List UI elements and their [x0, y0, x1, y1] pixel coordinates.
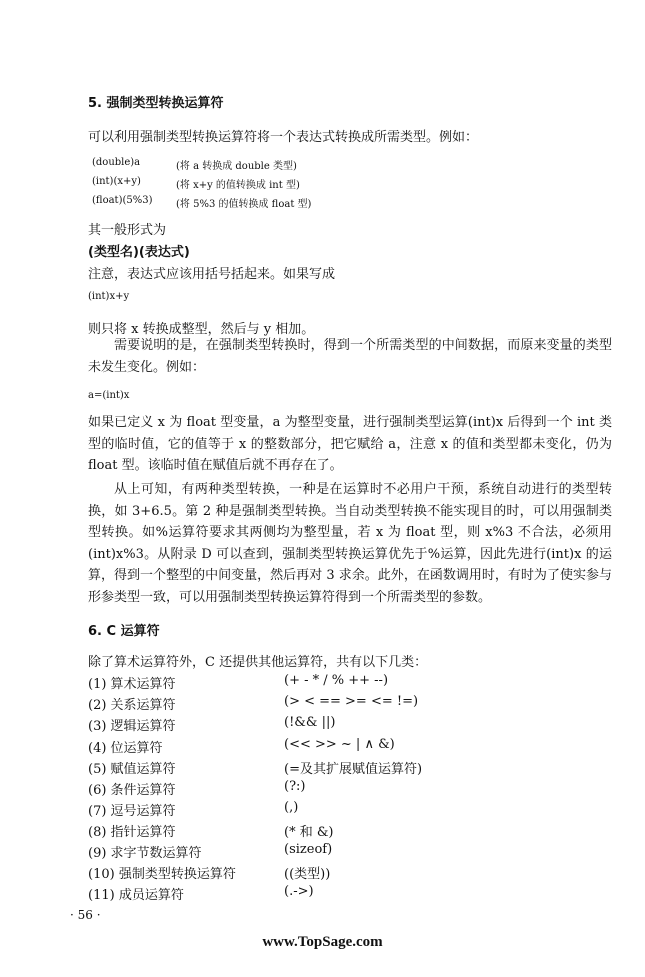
general-form: (类型名)(表达式): [88, 245, 190, 260]
general-form-label: 其一般形式为: [88, 223, 167, 238]
result-text: 则只将 x 转换成整型，然后与 y 相加。: [88, 322, 315, 337]
section5-intro: 可以利用强制类型转换运算符将一个表达式转换成所需类型。例如：: [88, 130, 479, 145]
operator-category: (10) 强制类型转换运算符: [88, 867, 236, 882]
operator-symbols: (sizeof): [284, 842, 333, 857]
operator-symbols: (.->): [284, 884, 314, 899]
paragraph-1: 需要说明的是，在强制类型转换时，得到一个所需类型的中间数据，而原来变量的类型未发生变化。例如：: [88, 338, 612, 375]
note-text: 注意，表达式应该用括号括起来。如果写成: [88, 267, 336, 282]
paragraph-3: 从上可知，有两种类型转换，一种是在运算时不必用户干预，系统自动进行的类型转换，如 3+6.5。第 2 种是强制类型转换。当自动类型转换不能实现目的时，可以用强制类型转换。如%运算符要求其两侧均为整型量，若 x 为 float 型，则 x%3 不合法，必须用(int)x%3。从附录 D 可以查到，强制类型转换运算优先于%运算，因此先进行(int)x 的运算，得到一个整型的中间变量，然后再对 3 求余。此外，在函数调用时，有时为了使实参与形参类型一致，可以用强制类型转换运算符得到一个所需类型的参数。: [88, 482, 612, 605]
example-note-2: (将 x+y 的值转换成 int 型): [176, 180, 300, 191]
operator-symbols: (+ - * / % ++ --): [284, 673, 389, 688]
operator-symbols: (* 和 &): [284, 825, 334, 840]
operator-category: (9) 求字节数运算符: [88, 846, 202, 861]
code-example-3: a=(int)x: [88, 390, 130, 401]
footer-watermark: www.TopSage.com: [262, 934, 383, 950]
operator-category: (11) 成员运算符: [88, 888, 184, 903]
section6-intro: 除了算术运算符外，C 还提供其他运算符，共有以下几类：: [88, 655, 428, 670]
page-number: · 56 ·: [70, 908, 101, 922]
example-code-3: (float)(5%3): [92, 195, 153, 206]
operator-category: (7) 逗号运算符: [88, 804, 176, 819]
code-example-2: (int)x+y: [88, 291, 130, 302]
operator-symbols: (> < == >= <= !=): [284, 694, 419, 709]
operator-category: (3) 逻辑运算符: [88, 719, 176, 734]
section-heading-5: 5. 强制类型转换运算符: [88, 96, 224, 111]
example-code-2: (int)(x+y): [92, 176, 141, 187]
operator-category: (2) 关系运算符: [88, 698, 176, 713]
operator-category: (6) 条件运算符: [88, 783, 176, 798]
operator-symbols: (?:): [284, 779, 306, 794]
paragraph-2: 如果已定义 x 为 float 型变量，a 为整型变量，进行强制类型运算(int)x 后得到一个 int 类型的临时值，它的值等于 x 的整数部分，把它赋给 a，注意 x 的值和类型都未变化，仍为 float 型。该临时值在赋值后就不再存在了。: [88, 415, 612, 474]
operator-category: (8) 指针运算符: [88, 825, 176, 840]
operator-category: (1) 算术运算符: [88, 677, 176, 692]
section-heading-6: 6. C 运算符: [88, 624, 160, 639]
example-code-1: (double)a: [92, 157, 141, 168]
example-note-3: (将 5%3 的值转换成 float 型): [176, 199, 312, 210]
operator-category: (4) 位运算符: [88, 741, 163, 756]
operator-symbols: (<< >> ~ | ∧ &): [284, 737, 395, 752]
operator-symbols: (,): [284, 800, 299, 815]
operator-symbols: (!&& ||): [284, 715, 336, 730]
operator-symbols: (=及其扩展赋值运算符): [284, 762, 423, 777]
example-note-1: (将 a 转换成 double 类型): [176, 161, 297, 172]
operator-symbols: ((类型)): [284, 867, 331, 882]
operator-category: (5) 赋值运算符: [88, 762, 176, 777]
